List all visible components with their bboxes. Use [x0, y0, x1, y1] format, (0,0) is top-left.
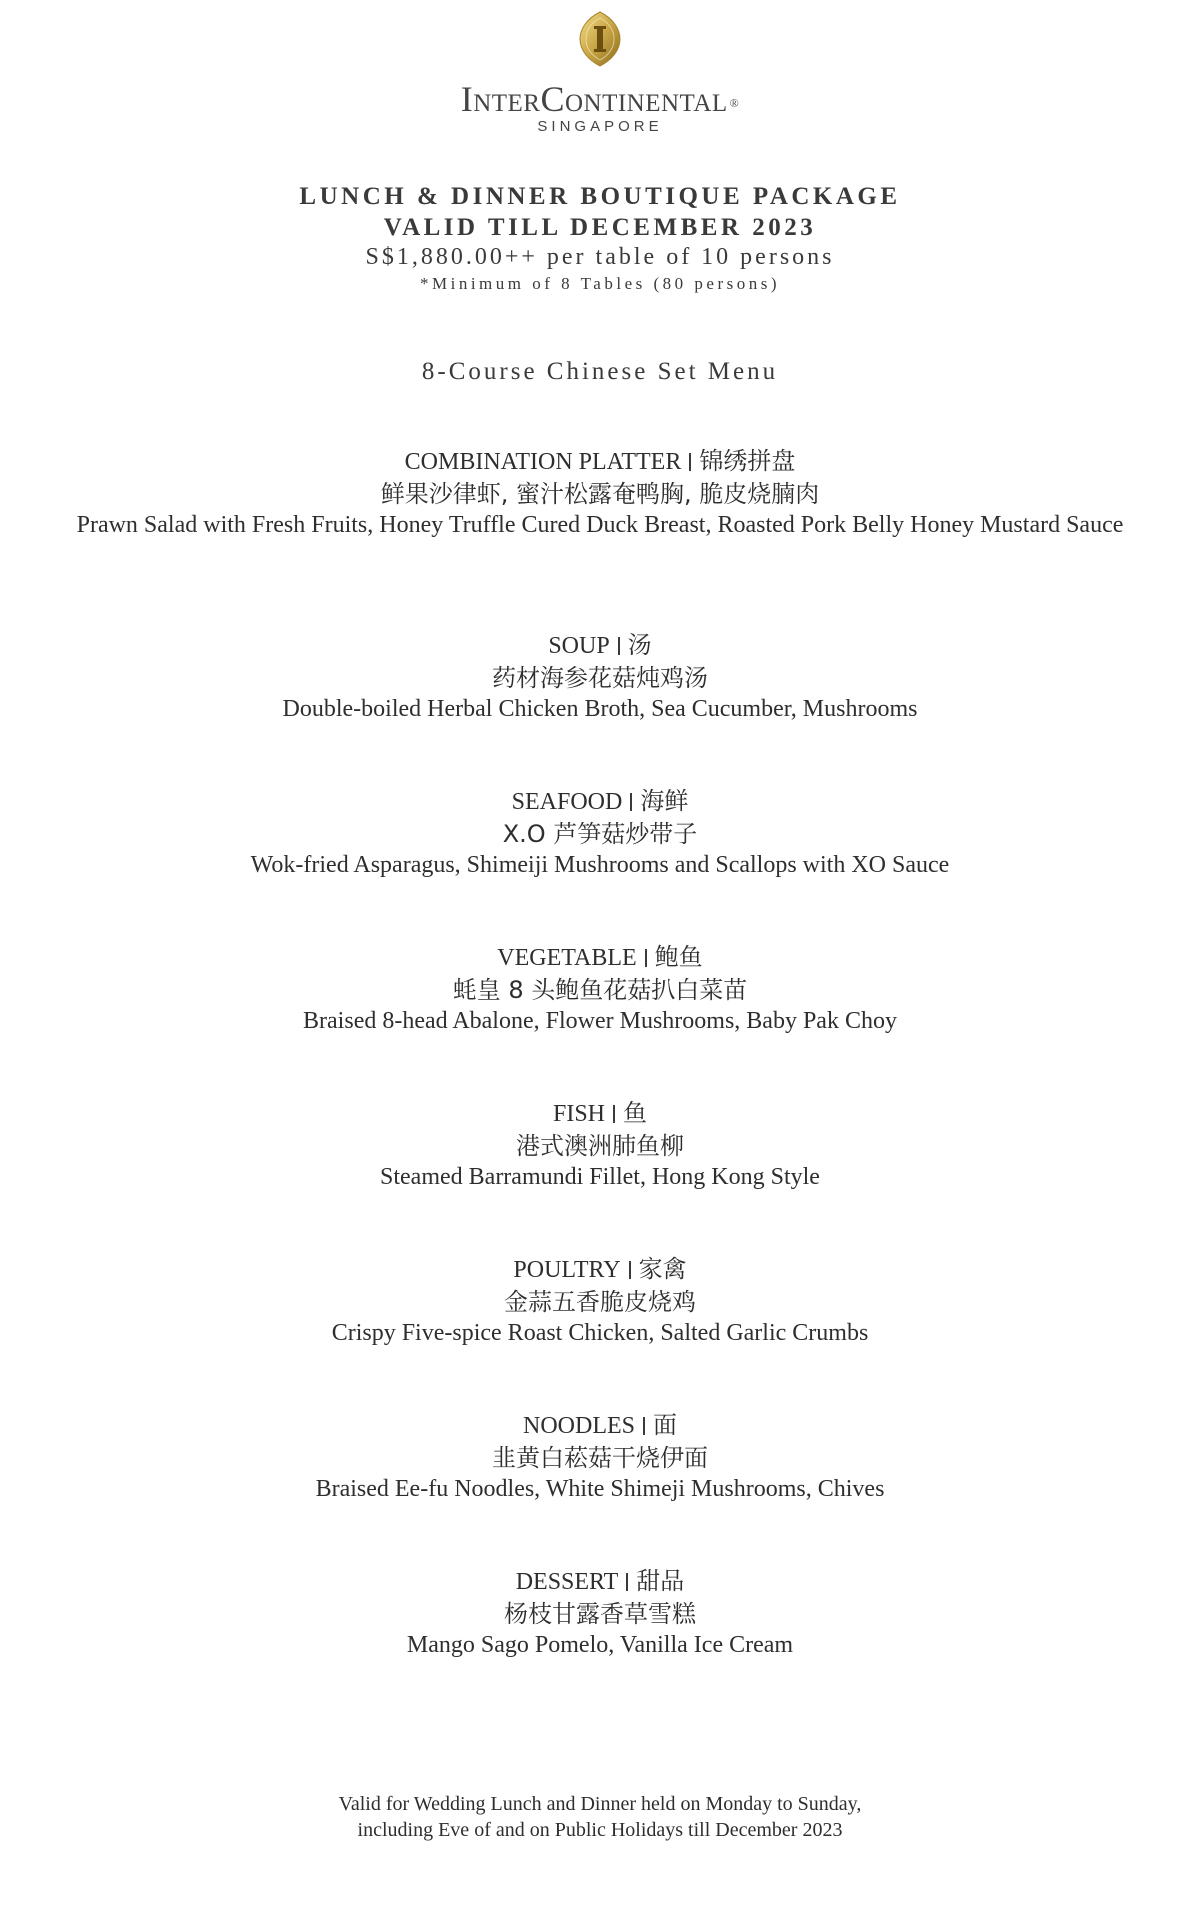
brand-name-text: InterContinental — [460, 79, 728, 119]
package-minimum: *Minimum of 8 Tables (80 persons) — [420, 274, 780, 293]
course-category: POULTRY — [513, 1257, 621, 1283]
package-validity: VALID TILL DECEMBER 2023 — [383, 214, 817, 241]
course-category: VEGETABLE — [497, 945, 637, 971]
course-category: FISH — [552, 1101, 606, 1127]
course-category-zh: 锦绣拼盘 — [699, 449, 796, 475]
divider — [645, 949, 647, 967]
course-heading — [0, 1098, 1200, 1130]
course-category-zh: 鲍鱼 — [654, 945, 703, 971]
course-category-zh: 汤 — [627, 633, 652, 659]
package-title: LUNCH & DINNER BOUTIQUE PACKAGE — [299, 183, 901, 210]
course-category: NOODLES — [523, 1413, 635, 1439]
divider — [618, 637, 620, 655]
divider — [689, 453, 691, 471]
brand-location: SINGAPORE — [537, 118, 663, 135]
validity-note — [0, 1791, 1200, 1843]
divider — [630, 793, 632, 811]
course-combination-platter — [0, 446, 1200, 540]
dish-name-zh: X.O 芦笋菇炒带子 — [502, 820, 698, 848]
course-soup — [0, 630, 1200, 724]
dish-name-en: Steamed Barramundi Fillet, Hong Kong Style — [380, 1164, 820, 1190]
package-price: S$1,880.00++ per table of 10 persons — [365, 244, 835, 270]
dish-name-zh: 港式澳洲肺鱼柳 — [516, 1132, 684, 1160]
course-category-zh: 面 — [653, 1413, 677, 1439]
dish-name-en: Wok-fried Asparagus, Shimeiji Mushrooms and Scallops with XO Sauce — [250, 852, 950, 878]
dish-name-en: Mango Sago Pomelo, Vanilla Ice Cream — [406, 1632, 794, 1658]
course-category: DESSERT — [515, 1569, 619, 1595]
divider — [629, 1261, 631, 1279]
divider — [643, 1417, 645, 1435]
course-category: SOUP — [548, 633, 610, 659]
course-heading — [0, 446, 1200, 478]
course-category-zh: 甜品 — [636, 1569, 685, 1595]
dish-name-en: Double-boiled Herbal Chicken Broth, Sea Cucumber, Mushrooms — [282, 696, 918, 722]
course-category-zh: 海鲜 — [640, 789, 689, 815]
course-category-zh: 家禽 — [638, 1257, 687, 1283]
dish-name-zh: 药材海参花菇炖鸡汤 — [492, 664, 708, 692]
menu-title: 8-Course Chinese Set Menu — [421, 358, 779, 385]
dish-name-zh: 杨枝甘露香草雪糕 — [504, 1600, 696, 1628]
registered-mark: ® — [729, 96, 740, 110]
validity-note-line-1: Valid for Wedding Lunch and Dinner held on Monday to Sunday, — [338, 1793, 862, 1815]
course-poultry — [0, 1254, 1200, 1348]
intercontinental-crest-icon — [578, 10, 622, 68]
course-heading — [0, 786, 1200, 818]
dish-name-en: Crispy Five-spice Roast Chicken, Salted Garlic Crumbs — [331, 1320, 869, 1346]
course-category: COMBINATION PLATTER — [404, 449, 682, 475]
dish-name-en: Prawn Salad with Fresh Fruits, Honey Truffle Cured Duck Breast, Roasted Pork Belly Honey Mustard Sauce — [76, 512, 1124, 538]
course-seafood — [0, 786, 1200, 880]
course-category: SEAFOOD — [511, 789, 623, 815]
brand-name — [0, 78, 1200, 120]
course-heading — [0, 942, 1200, 974]
validity-note-line-2: including Eve of and on Public Holidays till December 2023 — [357, 1819, 843, 1841]
divider — [626, 1573, 628, 1591]
course-heading — [0, 1254, 1200, 1286]
course-heading — [0, 630, 1200, 662]
divider — [613, 1105, 615, 1123]
dish-name-en: Braised 8-head Abalone, Flower Mushrooms, Baby Pak Choy — [303, 1008, 897, 1034]
course-category-zh: 鱼 — [623, 1101, 648, 1127]
course-heading — [0, 1566, 1200, 1598]
dish-name-zh: 韭黄白菘菇干烧伊面 — [492, 1444, 708, 1472]
dish-name-zh: 蚝皇 8 头鲍鱼花菇扒白菜苗 — [452, 976, 748, 1004]
course-heading — [0, 1410, 1200, 1442]
dish-name-zh: 金蒜五香脆皮烧鸡 — [504, 1288, 696, 1316]
dish-name-zh: 鲜果沙律虾, 蜜汁松露奄鸭胸, 脆皮烧腩肉 — [380, 480, 820, 508]
course-noodles — [0, 1410, 1200, 1504]
course-fish — [0, 1098, 1200, 1192]
dish-name-en: Braised Ee-fu Noodles, White Shimeji Mushrooms, Chives — [315, 1476, 885, 1502]
course-vegetable — [0, 942, 1200, 1036]
course-dessert — [0, 1566, 1200, 1660]
logo — [0, 10, 1200, 68]
